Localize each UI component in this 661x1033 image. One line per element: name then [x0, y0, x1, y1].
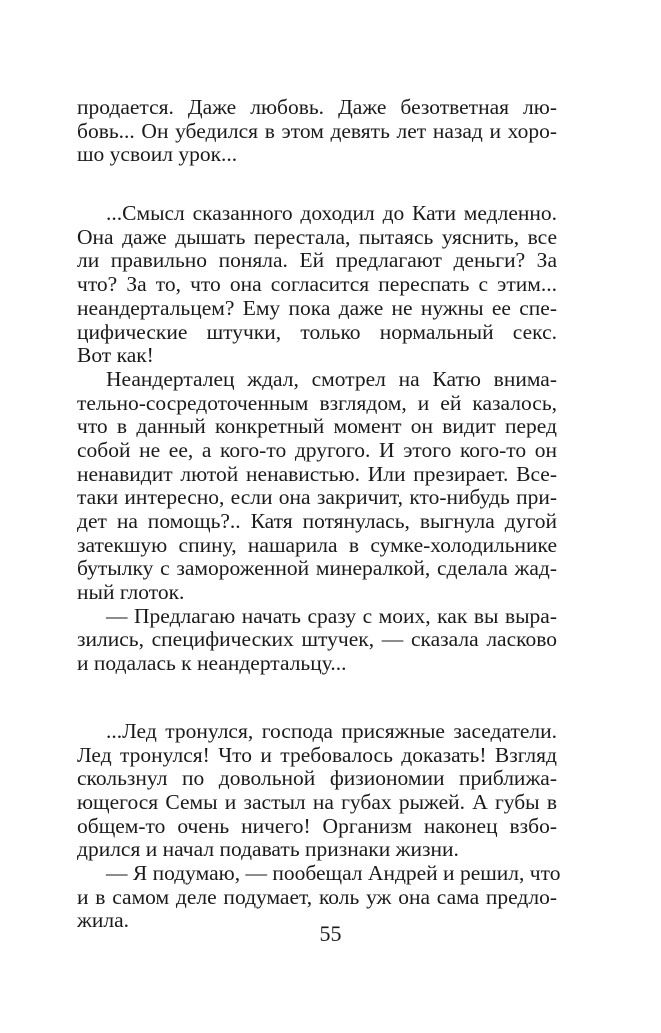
text-line: и подалась к неандертальцу...	[77, 651, 347, 676]
paragraph-4	[77, 605, 557, 676]
text-line: дрился и начал подавать признаки жизни.	[77, 837, 459, 862]
text-line: скользнул по довольной физиономии приближа-	[77, 766, 557, 791]
text-line: собой не ее, а кого-то другого. И этого кого-то он	[77, 437, 557, 462]
text-line: цифические штучки, только нормальный секс.	[77, 319, 557, 344]
text-line: зились, специфических штучек, — сказала ласково	[77, 627, 557, 652]
text-line: ли правильно поняла. Ей предлагают деньги? За	[77, 248, 557, 273]
text-line: ненавидит лютой ненавистью. Или презирает. Все-	[77, 461, 557, 486]
text-line: — Я подумаю, — пообещал Андрей и решил, что	[106, 860, 561, 885]
text-line: что? За то, что она согласится переспать с этим...	[77, 272, 557, 297]
section-break	[77, 167, 557, 202]
text-line: ...Смысл сказанного доходил до Кати медленно.	[106, 201, 557, 226]
text-line: и в самом деле подумает, коль уж она сама предло-	[77, 884, 557, 909]
paragraph-2	[77, 202, 557, 368]
text-line: продается. Даже любовь. Даже безответная лю-	[77, 95, 557, 119]
text-line: ...Лед тронулся, господа присяжные заседатели.	[106, 718, 557, 743]
text-line: бутылку с замороженной минералкой, сделала жад-	[77, 556, 557, 581]
page-body	[77, 95, 561, 933]
text-line: таки интересно, если она закричит, кто-нибудь при-	[77, 485, 557, 510]
text-line: общем-то очень ничего! Организм наконец взбо-	[77, 813, 557, 838]
text-line: жила.	[77, 908, 130, 933]
text-line: бовь... Он убедился в этом девять лет назад и хоро-	[77, 118, 557, 143]
text-line: тельно-сосредоточенным взглядом, и ей казалось,	[77, 390, 557, 415]
text-line: неандертальцем? Ему пока даже не нужны ее спе-	[77, 295, 557, 320]
page-number: 55	[319, 921, 342, 946]
paragraph-1	[77, 96, 557, 167]
text-line: ный глоток.	[77, 580, 185, 605]
paragraph-5	[77, 720, 557, 862]
text-line: шо усвоил урок...	[77, 142, 238, 167]
text-line: затекшую спину, нашарила в сумке-холодильнике	[77, 532, 557, 557]
text-line: Неандерталец ждал, смотрел на Катю внима-	[106, 366, 557, 391]
text-line: — Предлагаю начать сразу с моих, как вы выра-	[106, 603, 557, 628]
text-line: ющегося Семы и застыл на губах рыжей. А губы в	[77, 789, 557, 814]
text-line: Вот как!	[77, 343, 154, 368]
text-line: Она даже дышать перестала, пытаясь уяснить, все	[77, 224, 557, 249]
section-break	[77, 676, 557, 720]
text-line: дет на помощь?.. Катя потянулась, выгнула дугой	[77, 509, 557, 533]
text-line: что в данный конкретный момент он видит перед	[77, 414, 557, 439]
text-line: Лед тронулся! Что и требовалось доказать! Взгляд	[77, 742, 557, 767]
paragraph-3	[77, 368, 557, 605]
